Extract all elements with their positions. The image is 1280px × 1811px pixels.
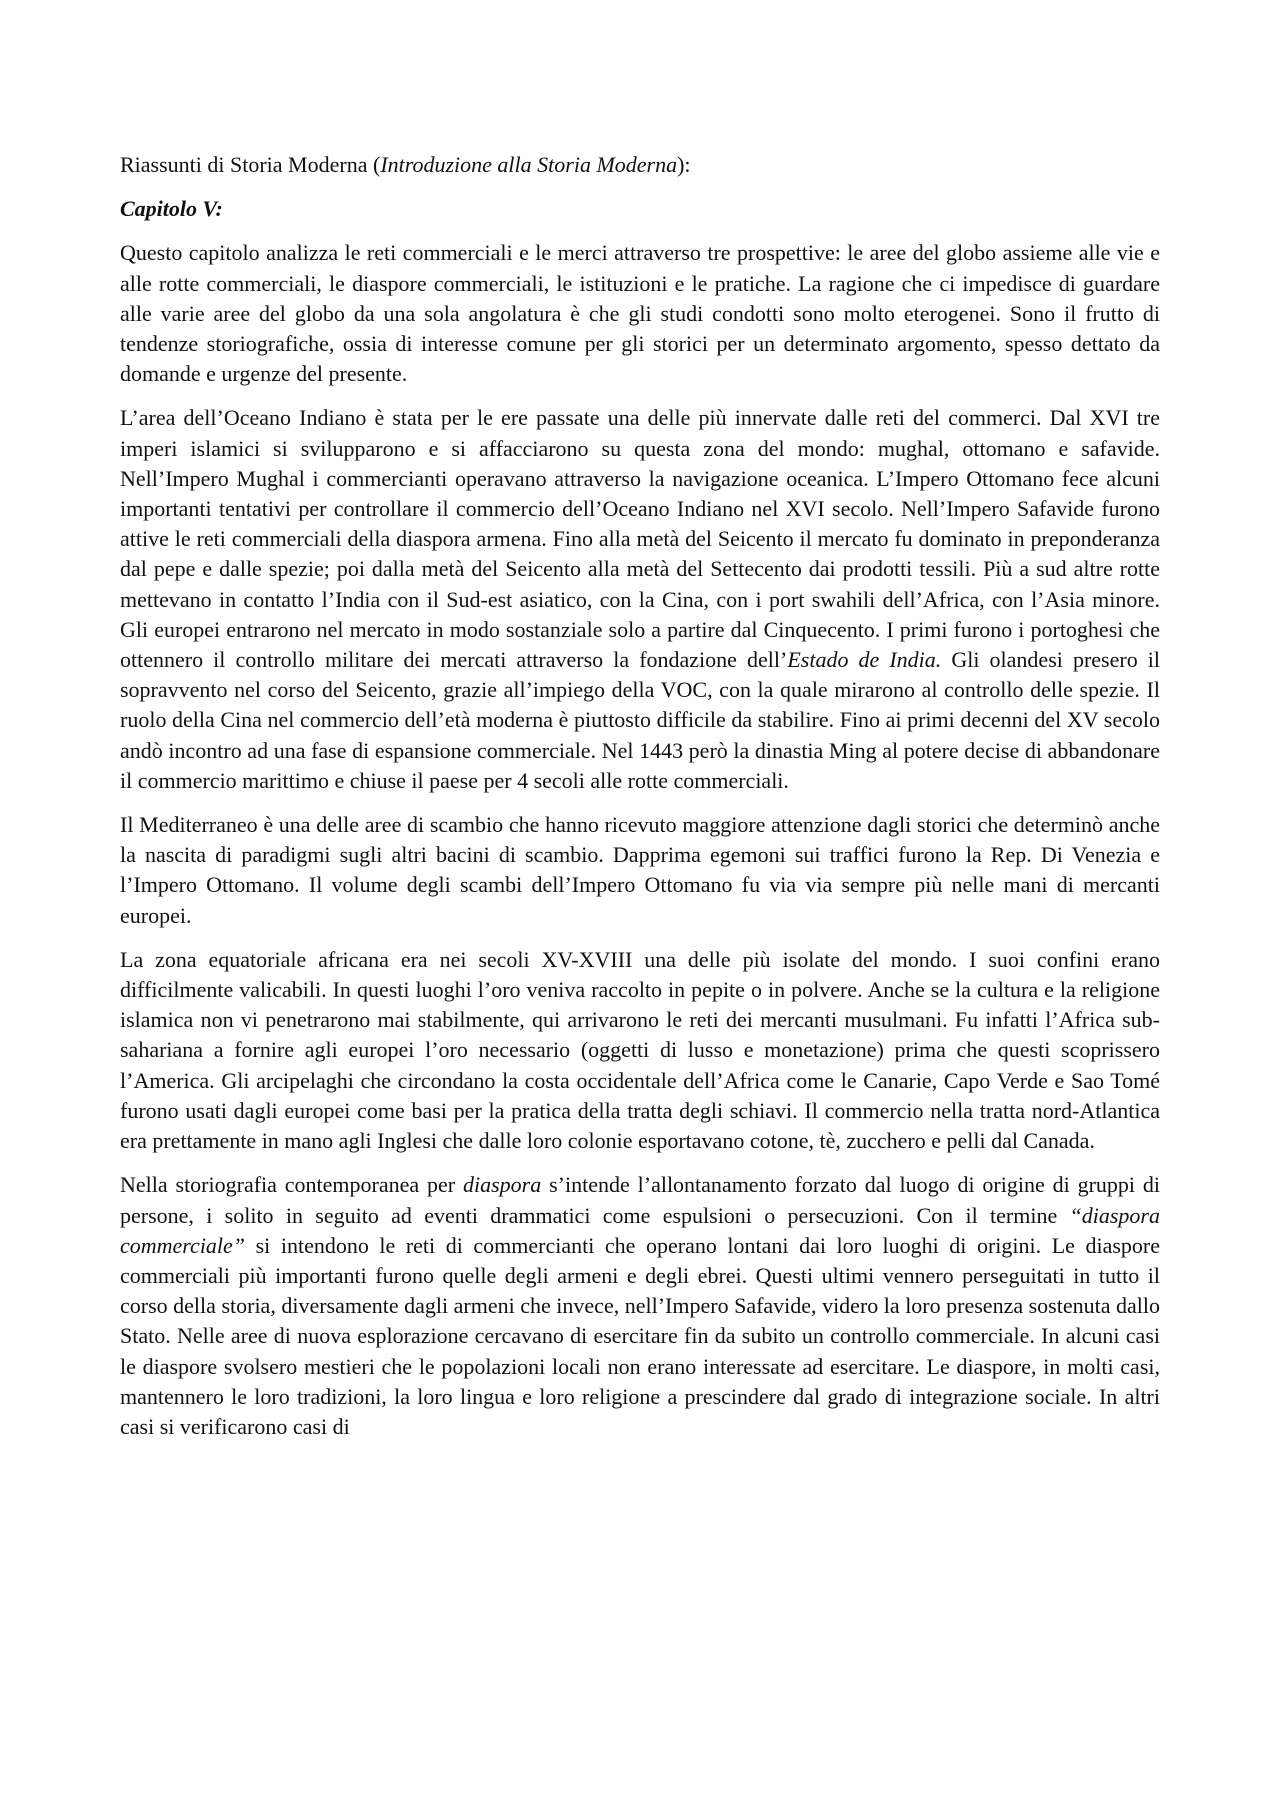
italic-term: diaspora [463, 1172, 542, 1198]
chapter-title: Capitolo V: [120, 196, 223, 222]
document-header [120, 150, 1160, 180]
paragraph-text: si intendono le reti di commercianti che operano lontani dai loro luoghi di origini. Le diaspore commerciali più importanti furono quelle degli armeni e degli ebrei. Questi ultimi vennero perseguitati in tutto il corso della storia, diversamente dagli armeni che invece, nell’Impero Safavide, videro la loro presenza sostenuta dallo Stato. Nelle aree di nuova esplorazione cercavano di esercitare fin da subito un controllo commerciale. In alcuni casi le diaspore svolsero mestieri che le popolazioni locali non erano interessate ad esercitare. Le diaspore, in molti casi, mantennero le loro tradizioni, la loro lingua e loro religione a prescindere dal grado di integrazione sociale. In altri casi si verificarono casi di [120, 1232, 1160, 1439]
paragraph-text: Nella storiografia contemporanea per [120, 1172, 463, 1198]
book-title: Introduzione alla Storia Moderna [380, 152, 678, 177]
paragraph-indian-ocean [120, 403, 1160, 796]
paragraph-mediterranean: Il Mediterraneo è una delle aree di scambio che hanno ricevuto maggiore attenzione dagli storici che determinò anche la nascita di paradigmi sugli altri bacini di scambio. Dapprima egemoni sui traffici furono la Rep. Di Venezia e l’Impero Ottomano. Il volume degli scambi dell’Impero Ottomano fu via via sempre più nelle mani di mercanti europei. [120, 812, 1160, 928]
italic-term: Estado de India. [787, 647, 942, 673]
header-suffix: ): [677, 152, 691, 177]
paragraph-africa: La zona equatoriale africana era nei secoli XV-XVIII una delle più isolate del mondo. I suoi confini erano difficilmente valicabili. In questi luoghi l’oro veniva raccolto in pepite o in polvere. Anche se la cultura e la religione islamica non vi penetrarono mai stabilmente, qui arrivarono le reti dei mercanti musulmani. Fu infatti l’Africa sub-sahariana a fornire agli europei l’oro necessario (oggetti di lusso e monetazione) prima che questi scoprissero l’America. Gli arcipelaghi che circondano la costa occidentale dell’Africa come le Canarie, Capo Verde e Sao Tomé furono usati dagli europei come basi per la pratica della tratta degli schiavi. Il commercio nella tratta nord-Atlantica era prettamente in mano agli Inglesi che dalle loro colonie esportavano cotone, tè, zucchero e pelli dal Canada. [120, 946, 1160, 1154]
italic-term: “diaspora commerciale” [120, 1202, 1160, 1258]
paragraph-diaspora [120, 1170, 1160, 1442]
paragraph-text: s’intende l’allontanamento forzato dal luogo di origine di gruppi di persone, i solito in seguito ad eventi drammatici come espulsioni o persecuzioni. Con il termine [120, 1172, 1161, 1228]
paragraph-text: L’area dell’Oceano Indiano è stata per le ere passate una delle più innervate dalle reti del commerci. Dal XVI tre imperi islamici si svilupparono e si affacciarono su questa zona del mondo: mughal, ottomano e safavide. Nell’Impero Mughal i commercianti operavano attraverso la navigazione oceanica. L’Impero Ottomano fece alcuni importanti tentativi per controllare il commercio dell’Oceano Indiano nel XVI secolo. Nell’Impero Safavide furono attive le reti commerciali della diaspora armena. Fino alla metà del Seicento il mercato fu dominato in preponderanza dal pepe e dalle spezie; poi dalla metà del Seicento alla metà del Settecento dai prodotti tessili. Più a sud altre rotte mettevano in contatto l’India con il Sud-est asiatico, con la Cina, con i port swahili dell’Africa, con l’Asia minore. Gli europei entrarono nel mercato in modo sostanziale solo a partire dal Cinquecento. I primi furono i portoghesi che ottennero il controllo militare dei mercati attraverso la fondazione dell’ [120, 405, 1160, 673]
paragraph-intro: Questo capitolo analizza le reti commerciali e le merci attraverso tre prospettive: le aree del globo assieme alle vie e alle rotte commerciali, le diaspore commerciali, le istituzioni e le pratiche. La ragione che ci impedisce di guardare alle varie aree del globo da una sola angolatura è che gli studi condotti sono molto eterogenei. Sono il frutto di tendenze storiografiche, ossia di interesse comune per gli storici per un determinato argomento, spesso dettato da domande e urgenze del presente. [120, 240, 1160, 387]
document-page [120, 150, 1160, 1456]
paragraph-text: Gli olandesi presero il sopravvento nel corso del Seicento, grazie all’impiego della VOC, con la quale mirarono al controllo delle spezie. Il ruolo della Cina nel commercio dell’età moderna è piuttosto difficile da stabilire. Fino ai primi decenni del XV secolo andò incontro ad una fase di espansione commerciale. Nel 1443 però la dinastia Ming al potere decise di abbandonare il commercio marittimo e chiuse il paese per 4 secoli alle rotte commerciali. [120, 647, 1160, 793]
header-prefix: Riassunti di Storia Moderna ( [120, 152, 381, 177]
